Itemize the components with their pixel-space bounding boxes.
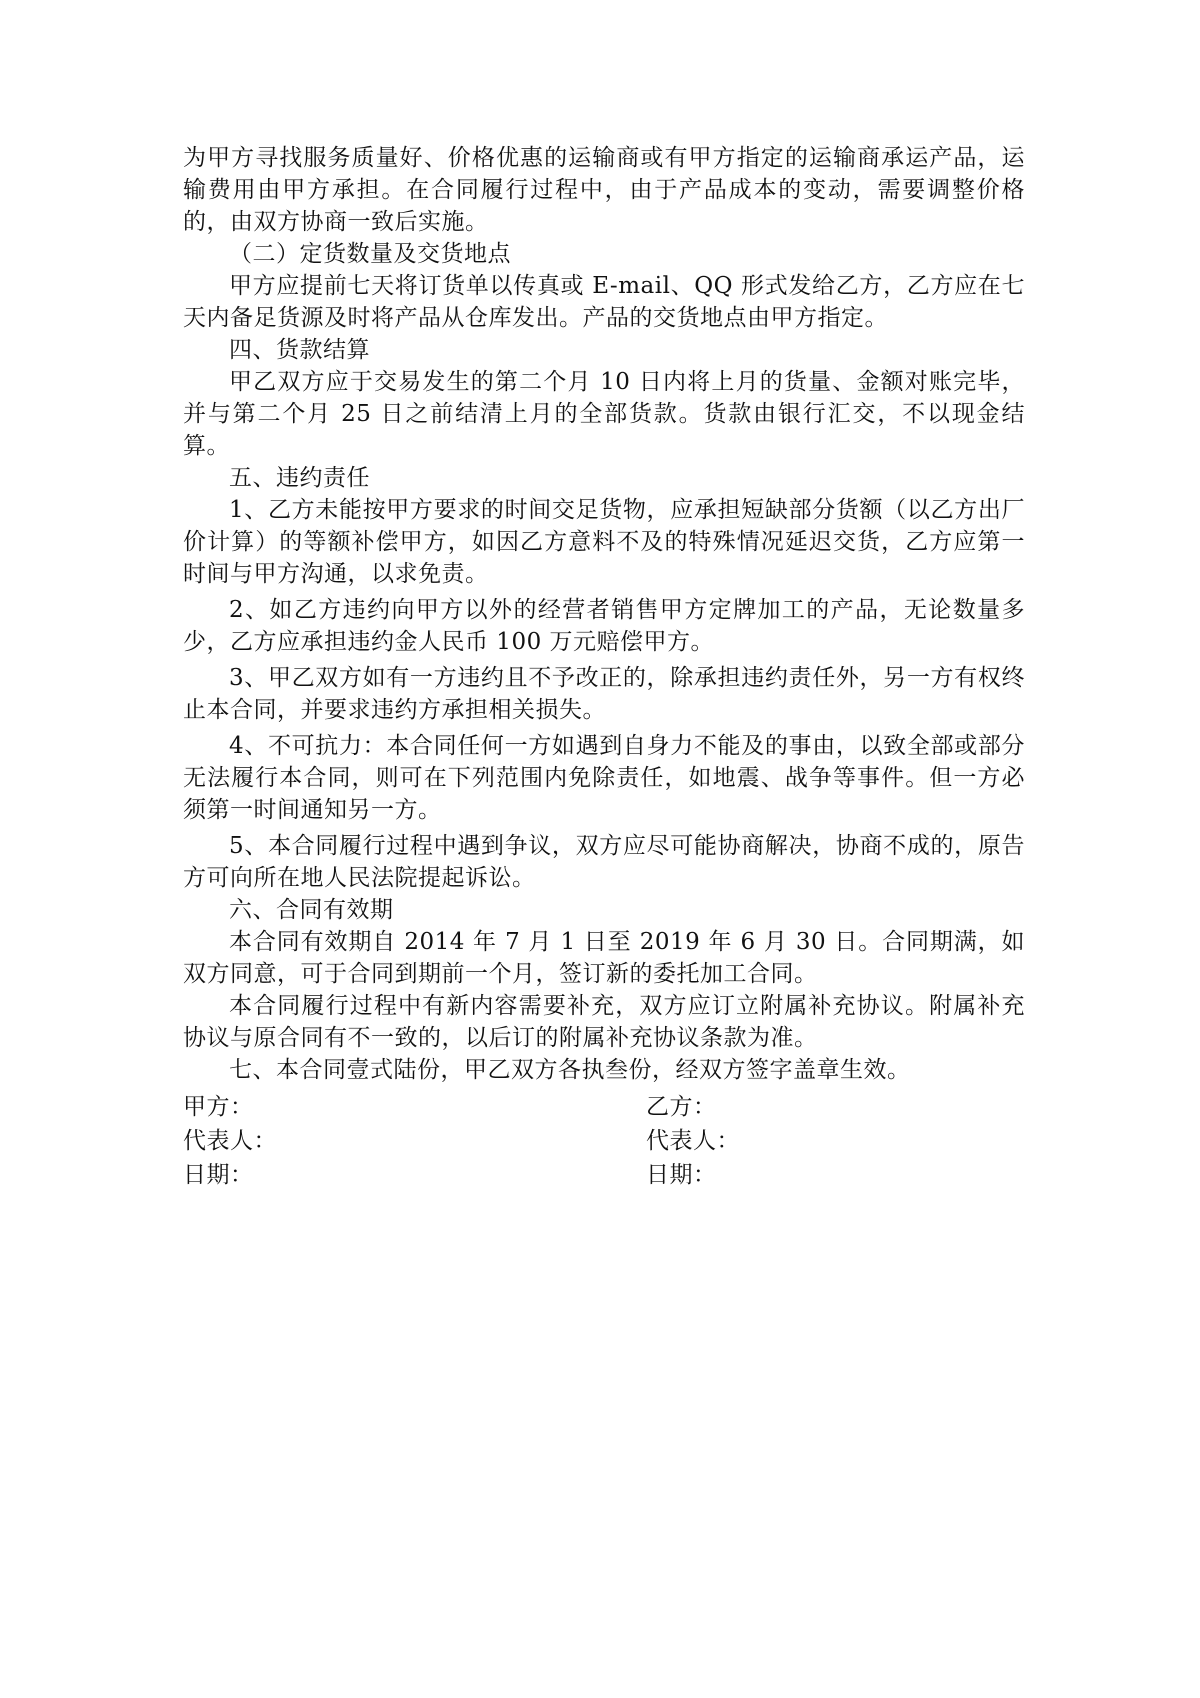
payment-section-text: 甲乙双方应于交易发生的第二个月 10 日内将上月的货量、金额对账完毕，并与第二个月 25 日之前结清上月的全部货款。货款由银行汇交，不以现金结算。: [183, 369, 1025, 459]
validity-section-heading: 六、合同有效期: [229, 897, 394, 923]
liability-item-4: 4、不可抗力：本合同任何一方如遇到自身力不能及的事由，以致全部或部分无法履行本合同，则可在下列范围内免除责任，如地震、战争等事件。但一方必须第一时间通知另一方。: [183, 733, 1025, 823]
liability-item-5: 5、本合同履行过程中遇到争议，双方应尽可能协商解决，协商不成的，原告方可向所在地人民法院提起诉讼。: [183, 833, 1025, 891]
order-section-text: 甲方应提前七天将订货单以传真或 E-mail、QQ 形式发给乙方，乙方应在七天内备足货源及时将产品从仓库发出。产品的交货地点由甲方指定。: [183, 273, 1025, 331]
opening-paragraph: 为甲方寻找服务质量好、价格优惠的运输商或有甲方指定的运输商承运产品，运输费用由甲方承担。在合同履行过程中，由于产品成本的变动，需要调整价格的，由双方协商一致后实施。: [183, 145, 1025, 235]
party-a-representative-label: 代表人：: [183, 1128, 277, 1154]
supplement-agreement-text: 本合同履行过程中有新内容需要补充，双方应订立附属补充协议。附属补充协议与原合同有不一致的，以后订的附属补充协议条款为准。: [183, 993, 1025, 1051]
liability-item-2: 2、如乙方违约向甲方以外的经营者销售甲方定牌加工的产品，无论数量多少，乙方应承担违约金人民币 100 万元赔偿甲方。: [183, 597, 1025, 655]
party-b-date-label: 日期：: [646, 1162, 717, 1188]
party-b-representative-label: 代表人：: [646, 1128, 740, 1154]
party-b-label: 乙方：: [646, 1094, 717, 1120]
party-a-label: 甲方：: [183, 1094, 254, 1120]
contract-body: [183, 142, 1025, 1086]
liability-item-3: 3、甲乙双方如有一方违约且不予改正的，除承担违约责任外，另一方有权终止本合同，并要求违约方承担相关损失。: [183, 665, 1025, 723]
liability-section-heading: 五、违约责任: [229, 465, 370, 491]
order-section-heading: （二）定货数量及交货地点: [229, 241, 511, 267]
payment-section-heading: 四、货款结算: [229, 337, 370, 363]
copies-clause: 七、本合同壹式陆份，甲乙双方各执叁份，经双方签字盖章生效。: [229, 1057, 911, 1083]
party-b-signature: [646, 1090, 740, 1192]
validity-section-text: 本合同有效期自 2014 年 7 月 1 日至 2019 年 6 月 30 日。合同期满，如双方同意，可于合同到期前一个月，签订新的委托加工合同。: [183, 929, 1025, 987]
party-a-signature: [183, 1090, 277, 1192]
party-a-date-label: 日期：: [183, 1162, 254, 1188]
liability-item-1: 1、乙方未能按甲方要求的时间交足货物，应承担短缺部分货额（以乙方出厂价计算）的等额补偿甲方，如因乙方意料不及的特殊情况延迟交货，乙方应第一时间与甲方沟通，以求免责。: [183, 497, 1025, 587]
signature-block: [183, 1090, 1025, 1200]
